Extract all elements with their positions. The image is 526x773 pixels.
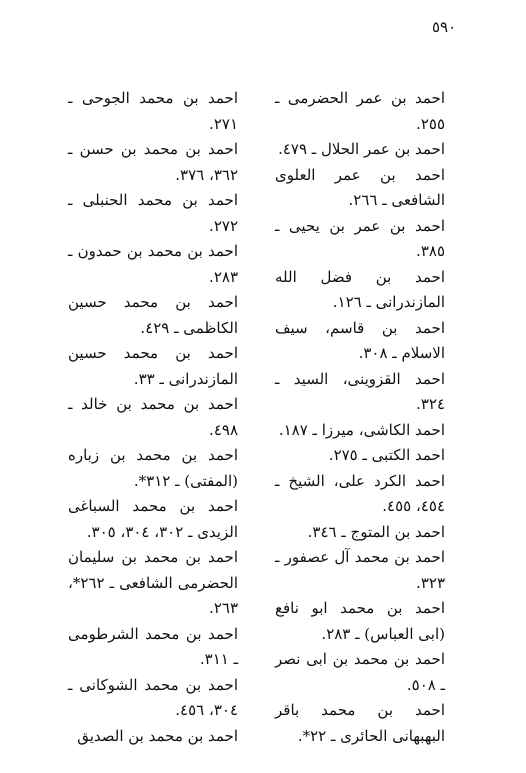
index-entry: احمد بن محمد حسین المازندرانی ـ ٣٣.	[68, 344, 238, 388]
index-entry: احمد بن محمد بن خالد ـ ٤٩٨.	[68, 395, 238, 439]
index-entry: احمد بن فضل الله المازندرانی ـ ١٢٦.	[275, 267, 445, 311]
index-entry: احمد بن عمر الحضرمی ـ ٢٥٥.	[275, 89, 445, 133]
index-entry: احمد بن عمر بن یحیی ـ ٣٨٥.	[275, 216, 445, 260]
index-entry: احمد بن محمد حسین الکاظمی ـ ٤٢٩.	[68, 293, 238, 337]
index-entry: احمد بن محمد السباغی الزیدی ـ ٣٠٢، ٣٠٤، ٣٠٥.	[68, 497, 238, 541]
index-entry: احمد بن محمد الجوحی ـ ٢٧١.	[68, 89, 238, 133]
index-entry: احمد بن محمد ابو نافع (ابی العباس) ـ ٢٨٣.	[275, 599, 445, 643]
index-entry: احمد بن محمد بن الصدیق	[77, 726, 238, 745]
index-entry: احمد بن محمد بن حمدون ـ ٢٨٣.	[68, 242, 238, 286]
index-entry: احمد بن محمد الحنبلی ـ ٢٧٢.	[68, 191, 238, 235]
index-column-left	[68, 86, 238, 749]
index-entry: احمد الکاشی، میرزا ـ ١٨٧.	[278, 420, 445, 439]
index-entry: احمد بن محمد بن سلیمان الحضرمی الشافعی ـ ٢٦٢*، ٢٦٣.	[68, 548, 238, 617]
index-entry: احمد بن محمد الشوکانی ـ ٣٠٤، ٤٥٦.	[68, 675, 238, 719]
index-entry: احمد بن محمد بن زباره (المفتی) ـ ٣١٢*.	[68, 446, 238, 490]
index-entry: احمد القزوینی، السید ـ ٣٢٤.	[275, 369, 445, 413]
index-entry: احمد بن عمر العلوی الشافعی ـ ٢٦٦.	[275, 165, 445, 209]
index-entry: احمد بن محمد بن ابی نصر ـ ٥٠٨.	[275, 650, 445, 694]
index-entry: احمد بن عمر الحلال ـ ٤٧٩.	[278, 140, 445, 158]
page-number: ٥٩٠	[432, 18, 457, 36]
index-entry: احمد بن قاسم، سیف الاسلام ـ ٣٠٨.	[275, 318, 445, 362]
index-entry: احمد الکتبی ـ ٢٧٥.	[328, 446, 445, 464]
index-column-right	[275, 86, 445, 749]
index-entry: احمد الکرد علی، الشیخ ـ ٤٥٤، ٤٥٥.	[275, 471, 445, 515]
index-entry: احمد بن المتوج ـ ٣٤٦.	[307, 522, 445, 541]
index-entry: احمد بن محمد باقر البهبهانی الحائری ـ ٢٢*.	[275, 701, 445, 745]
index-entry: احمد بن محمد الشرطومی ـ ٣١١.	[68, 624, 238, 668]
index-entry: احمد بن محمد آل عصفور ـ ٣٢٣.	[275, 548, 445, 592]
index-entry: احمد بن محمد بن حسن ـ ٣٦٢، ٣٧٦.	[68, 140, 238, 184]
